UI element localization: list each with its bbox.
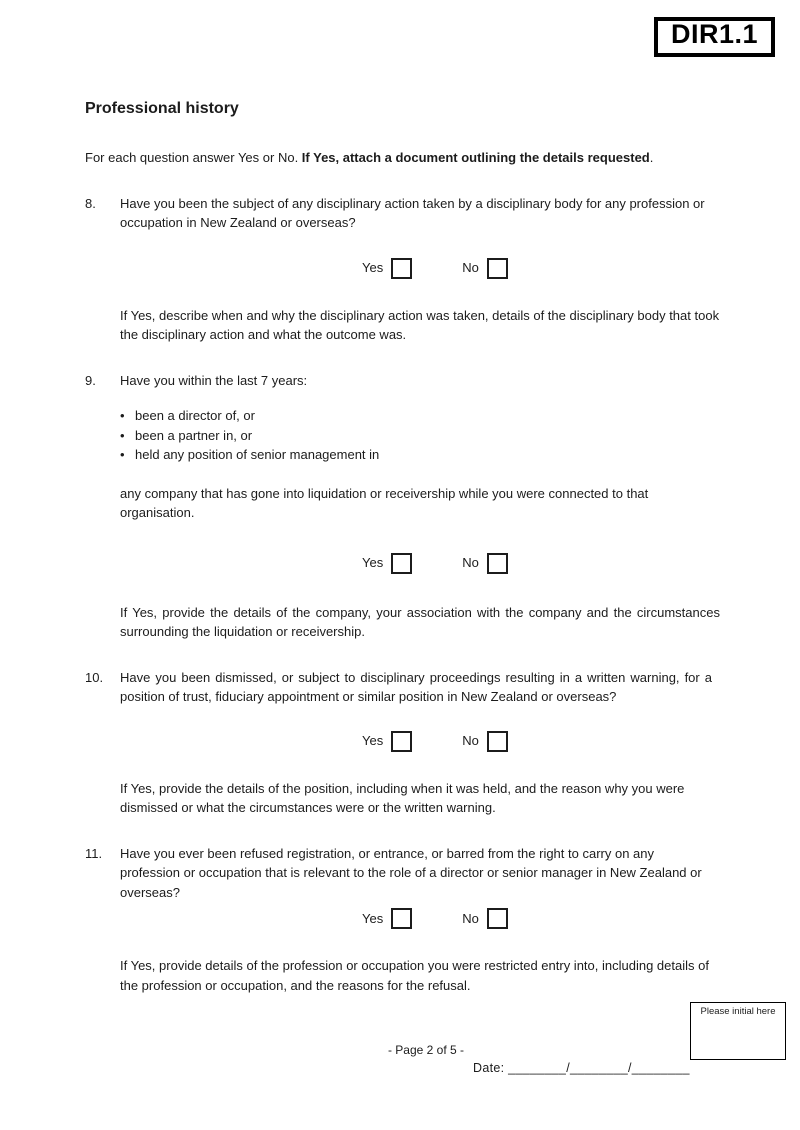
question-11-number: 11. (85, 845, 103, 861)
date-separator: / (627, 1061, 632, 1075)
question-10-text: Have you been dismissed, or subject to disciplinary proceedings resulting in a written warning, for a position of trust, fiduciary appointment or similar position in New Zealand or overseas? (120, 669, 712, 704)
question-8-text: Have you been the subject of any disciplinary action taken by a disciplinary body for any profession or occupation in New Zealand or overseas? (120, 195, 705, 230)
question-9-bullet-list (120, 406, 720, 465)
bullet-item (120, 426, 720, 446)
date-line (473, 1059, 690, 1079)
question-10-yesno-row (362, 729, 712, 754)
question-11-yes-checkbox[interactable] (391, 908, 412, 929)
intro-bold: If Yes, attach a document outlining the details requested (301, 150, 650, 165)
question-11-ifyes: If Yes, provide details of the profession or occupation you were restricted entry into, including details of the profession or occupation, and the reasons for the refusal. (120, 958, 709, 993)
yes-label: Yes (362, 555, 384, 571)
question-8 (85, 194, 712, 233)
no-label: No (462, 733, 479, 749)
page-number: - Page 2 of 5 - (387, 1043, 465, 1057)
date-field-1[interactable]: ________ (508, 1061, 567, 1075)
initial-box-label: Please initial here (700, 1006, 776, 1017)
question-10-yes-checkbox[interactable] (391, 731, 412, 752)
bullet-item (120, 406, 720, 426)
question-10 (85, 668, 712, 707)
yes-label: Yes (362, 910, 384, 926)
question-9-yes-checkbox[interactable] (391, 553, 412, 574)
question-9-yesno-row (362, 551, 712, 576)
question-8-number: 8. (85, 195, 96, 211)
date-separator: / (566, 1061, 570, 1075)
bullet-text: held any position of senior management in (135, 447, 380, 462)
bullet-icon: • (120, 408, 125, 423)
question-9-text: Have you within the last 7 years: (120, 372, 308, 388)
question-9-continuation: any company that has gone into liquidation or receivership while you were connected to that organisation. (120, 485, 649, 520)
form-code: DIR1.1 (670, 19, 758, 49)
question-8-yes-checkbox[interactable] (391, 258, 412, 279)
question-11-no-checkbox[interactable] (487, 908, 508, 929)
question-11-text: Have you ever been refused registration, or entrance, or barred from the right to carry on any profession or occupation that is relevant to the role of a director or senior manager in New Zealand or overseas? (120, 845, 702, 900)
bullet-text: been a director of, or (135, 408, 255, 423)
yes-label: Yes (362, 733, 384, 749)
question-9-number: 9. (85, 372, 96, 388)
question-11 (85, 844, 712, 903)
section-title: Professional history (85, 100, 239, 117)
question-8-yesno-row (362, 256, 712, 281)
question-10-ifyes: If Yes, provide the details of the position, including when it was held, and the reason why you were dismissed or what the circumstances were or the written warning. (120, 780, 685, 815)
question-9-no-checkbox[interactable] (487, 553, 508, 574)
intro-normal: For each question answer Yes or No. (85, 150, 302, 165)
question-9 (85, 371, 712, 391)
no-label: No (462, 555, 479, 571)
question-10-no-checkbox[interactable] (487, 731, 508, 752)
question-8-ifyes: If Yes, describe when and why the disciplinary action was taken, details of the disciplinary body that took the disciplinary action and what the outcome was. (120, 307, 720, 342)
date-label: Date: (473, 1061, 505, 1075)
yes-label: Yes (362, 260, 384, 276)
bullet-icon: • (120, 427, 125, 443)
no-label: No (462, 260, 479, 276)
form-code-badge (654, 17, 775, 57)
bullet-text: been a partner in, or (135, 427, 253, 443)
question-9-ifyes: If Yes, provide the details of the company, your association with the company and the circumstances surrounding the liquidation or receivership. (120, 604, 720, 639)
question-8-no-checkbox[interactable] (487, 258, 508, 279)
question-10-number: 10. (85, 669, 104, 685)
intro-text (85, 148, 712, 168)
bullet-icon: • (120, 447, 125, 462)
date-field-3[interactable]: ________ (631, 1061, 690, 1075)
bullet-item (120, 445, 720, 465)
date-field-2[interactable]: ________ (569, 1061, 628, 1075)
no-label: No (462, 910, 479, 926)
intro-tail: . (649, 150, 654, 165)
question-11-yesno-row (362, 906, 712, 931)
